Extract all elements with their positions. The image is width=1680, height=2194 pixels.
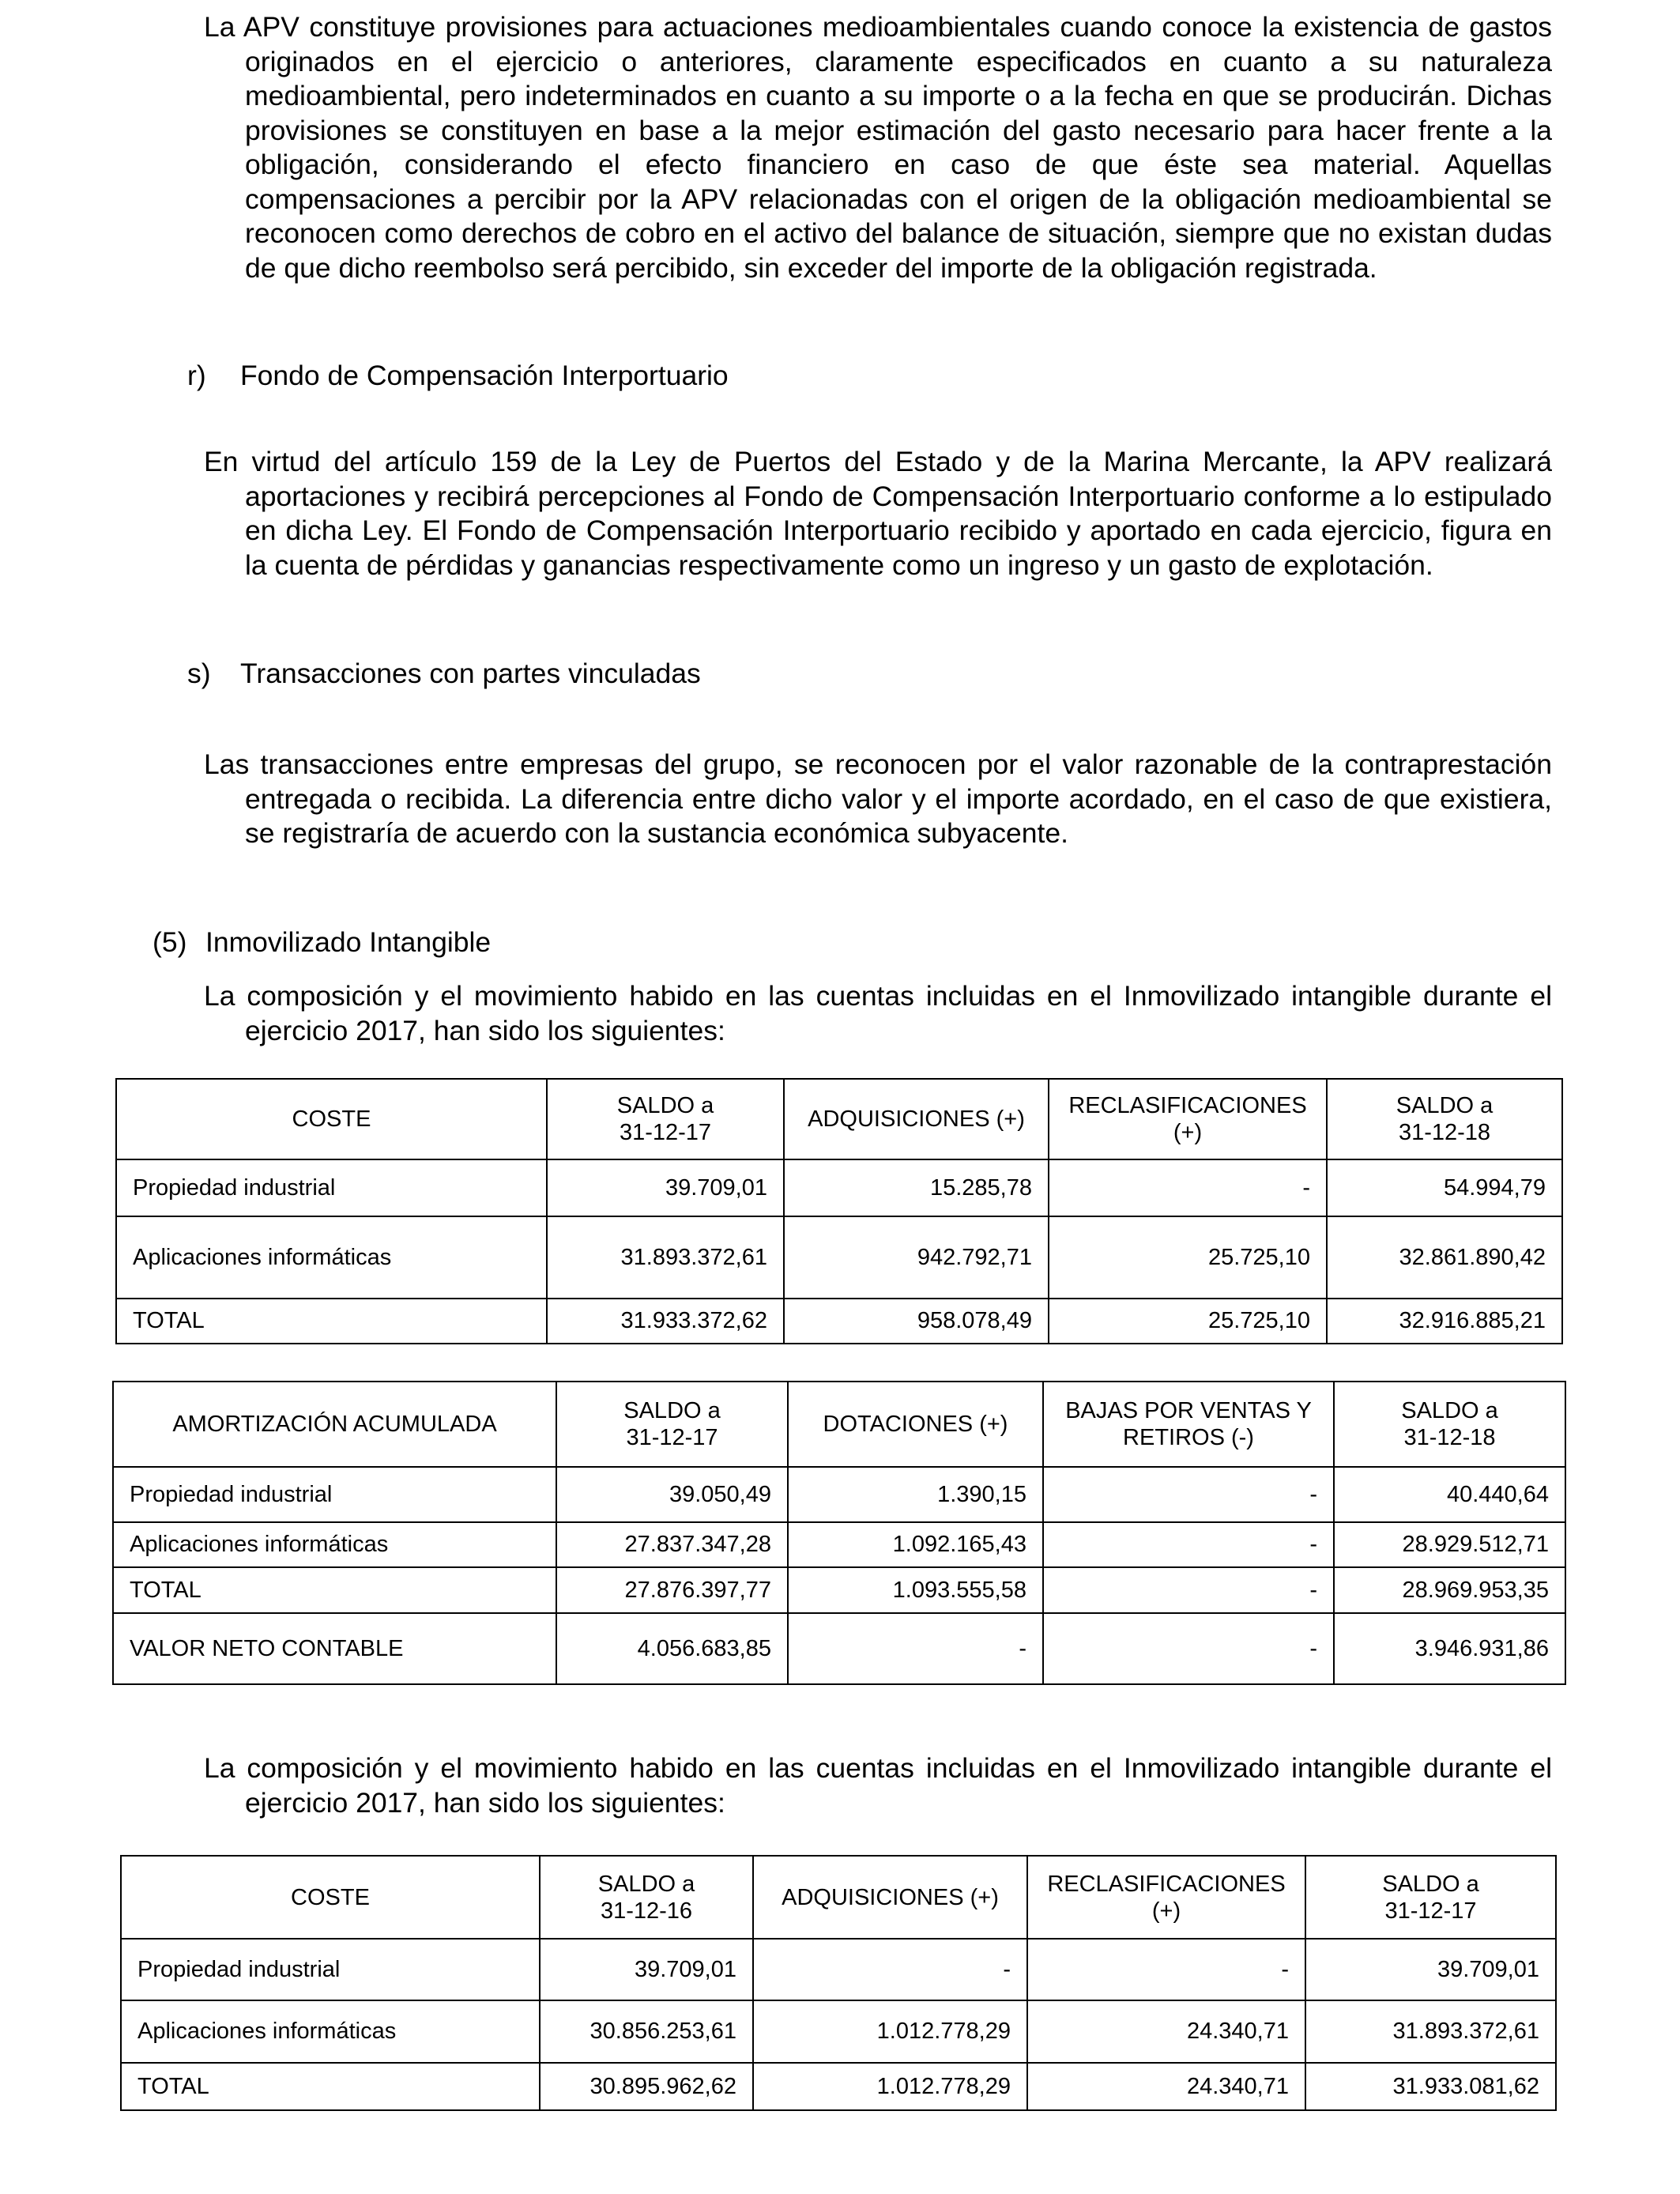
cell-value: 28.929.512,71 — [1334, 1522, 1565, 1567]
row-label: TOTAL — [121, 2063, 540, 2110]
table-row-total — [121, 2063, 1556, 2110]
row-label: Aplicaciones informáticas — [116, 1216, 547, 1299]
cell-value: 32.916.885,21 — [1327, 1299, 1562, 1344]
cell-value: 27.876.397,77 — [556, 1567, 788, 1613]
paragraph-transacciones: Las transacciones entre empresas del grupo, se reconocen por el valor razonable de la contraprestación entregada o recibida. La diferencia entre dicho valor y el importe acordado, en el caso de que existiera, se registraría de acuerdo con la sustancia económica subyacente. — [204, 748, 1552, 849]
row-label: TOTAL — [116, 1299, 547, 1344]
cell-value: 31.933.372,62 — [547, 1299, 784, 1344]
cell-value: 1.390,15 — [788, 1467, 1043, 1522]
heading-fondo-compensacion — [187, 358, 729, 393]
table-row-valor-neto — [113, 1613, 1565, 1684]
column-header: DOTACIONES (+) — [788, 1382, 1043, 1467]
cell-value: 39.050,49 — [556, 1467, 788, 1522]
heading-text: Transacciones con partes vinculadas — [240, 658, 701, 689]
column-header: SALDO a 31-12-18 — [1327, 1079, 1562, 1159]
row-label: Aplicaciones informáticas — [121, 2000, 540, 2063]
table-row — [121, 1939, 1556, 2000]
cell-value: - — [1027, 1939, 1305, 2000]
cell-value: 32.861.890,42 — [1327, 1216, 1562, 1299]
cell-value: 4.056.683,85 — [556, 1613, 788, 1684]
heading-inmovilizado-intangible — [153, 925, 491, 959]
cell-value: 27.837.347,28 — [556, 1522, 788, 1567]
row-label: Aplicaciones informáticas — [113, 1522, 556, 1567]
cell-value: 39.709,01 — [540, 1939, 753, 2000]
heading-text: Fondo de Compensación Interportuario — [240, 360, 729, 391]
row-label: TOTAL — [113, 1567, 556, 1613]
cell-value: 25.725,10 — [1049, 1216, 1327, 1299]
cell-value: 39.709,01 — [1305, 1939, 1556, 2000]
table-amortizacion-2018 — [112, 1381, 1566, 1685]
column-header: SALDO a 31-12-18 — [1334, 1382, 1565, 1467]
cell-value: 15.285,78 — [784, 1159, 1049, 1216]
cell-value: - — [1043, 1613, 1334, 1684]
cell-value: - — [1043, 1467, 1334, 1522]
paragraph-provisiones-medioambientales: La APV constituye provisiones para actuaciones medioambientales cuando conoce la existencia de gastos originados en el ejercicio o anteriores, claramente especificados en cuanto a su naturaleza medioambiental, pero indeterminados en cuanto a su importe o a la fecha en que se producirán. Dichas provisiones se constituyen en base a la mejor estimación del gasto necesario para hacer frente a la obligación, considerando el efecto financiero en caso de que éste sea material. Aquellas compensaciones a percibir por la APV relacionadas con el origen de la obligación medioambiental se reconocen como derechos de cobro en el activo del balance de situación, siempre que no existan dudas de que dicho reembolso será percibido, sin exceder del importe de la obligación registrada. — [204, 11, 1552, 284]
column-header: RECLASIFICACIONES (+) — [1049, 1079, 1327, 1159]
column-header: COSTE — [121, 1856, 540, 1939]
cell-value: - — [753, 1939, 1027, 2000]
cell-value: 25.725,10 — [1049, 1299, 1327, 1344]
table-header-row — [113, 1382, 1565, 1467]
paragraph-composicion-2017: La composición y el movimiento habido en las cuentas incluidas en el Inmovilizado intangible durante el ejercicio 2017, han sido los siguientes: — [204, 1752, 1552, 1819]
column-header: COSTE — [116, 1079, 547, 1159]
cell-value: 31.933.081,62 — [1305, 2063, 1556, 2110]
column-header: SALDO a 31-12-17 — [556, 1382, 788, 1467]
column-header: SALDO a 31-12-16 — [540, 1856, 753, 1939]
cell-value: 1.092.165,43 — [788, 1522, 1043, 1567]
column-header: SALDO a 31-12-17 — [1305, 1856, 1556, 1939]
row-label: Propiedad industrial — [116, 1159, 547, 1216]
heading-number: r) — [187, 360, 206, 391]
table-header-row — [121, 1856, 1556, 1939]
cell-value: 40.440,64 — [1334, 1467, 1565, 1522]
cell-value: 3.946.931,86 — [1334, 1613, 1565, 1684]
table-row — [116, 1216, 1562, 1299]
cell-value: 31.893.372,61 — [547, 1216, 784, 1299]
heading-text: Inmovilizado Intangible — [205, 926, 492, 958]
column-header: ADQUISICIONES (+) — [753, 1856, 1027, 1939]
column-header: ADQUISICIONES (+) — [784, 1079, 1049, 1159]
cell-value: 30.856.253,61 — [540, 2000, 753, 2063]
heading-number: s) — [187, 658, 211, 689]
row-label: VALOR NETO CONTABLE — [113, 1613, 556, 1684]
cell-value: 24.340,71 — [1027, 2063, 1305, 2110]
cell-value: 39.709,01 — [547, 1159, 784, 1216]
column-header: AMORTIZACIÓN ACUMULADA — [113, 1382, 556, 1467]
row-label: Propiedad industrial — [121, 1939, 540, 2000]
paragraph-fondo-compensacion: En virtud del artículo 159 de la Ley de Puertos del Estado y de la Marina Mercante, la APV realizará aportaciones y recibirá percepciones al Fondo de Compensación Interportuario conforme a lo estipulado en dicha Ley. El Fondo de Compensación Interportuario recibido y aportado en cada ejercicio, figura en la cuenta de pérdidas y ganancias respectivamente como un ingreso y un gasto de explotación. — [204, 446, 1552, 581]
column-header: BAJAS POR VENTAS Y RETIROS (-) — [1043, 1382, 1334, 1467]
heading-transacciones-vinculadas — [187, 656, 701, 691]
table-row-total — [116, 1299, 1562, 1344]
table-row — [113, 1522, 1565, 1567]
cell-value: - — [1043, 1522, 1334, 1567]
table-row — [121, 2000, 1556, 2063]
table-coste-2018 — [115, 1078, 1563, 1344]
cell-value: - — [788, 1613, 1043, 1684]
table-row — [113, 1467, 1565, 1522]
cell-value: 1.012.778,29 — [753, 2063, 1027, 2110]
cell-value: 958.078,49 — [784, 1299, 1049, 1344]
table-row-total — [113, 1567, 1565, 1613]
table-header-row — [116, 1079, 1562, 1159]
cell-value: 30.895.962,62 — [540, 2063, 753, 2110]
cell-value: - — [1043, 1567, 1334, 1613]
cell-value: 28.969.953,35 — [1334, 1567, 1565, 1613]
row-label: Propiedad industrial — [113, 1467, 556, 1522]
cell-value: 24.340,71 — [1027, 2000, 1305, 2063]
heading-number: (5) — [153, 926, 187, 958]
cell-value: 31.893.372,61 — [1305, 2000, 1556, 2063]
cell-value: - — [1049, 1159, 1327, 1216]
table-coste-2017 — [120, 1855, 1557, 2111]
cell-value: 942.792,71 — [784, 1216, 1049, 1299]
cell-value: 54.994,79 — [1327, 1159, 1562, 1216]
column-header: RECLASIFICACIONES (+) — [1027, 1856, 1305, 1939]
column-header: SALDO a 31-12-17 — [547, 1079, 784, 1159]
paragraph-composicion-2018: La composición y el movimiento habido en las cuentas incluidas en el Inmovilizado intangible durante el ejercicio 2017, han sido los siguientes: — [204, 980, 1552, 1046]
cell-value: 1.093.555,58 — [788, 1567, 1043, 1613]
cell-value: 1.012.778,29 — [753, 2000, 1027, 2063]
table-row — [116, 1159, 1562, 1216]
